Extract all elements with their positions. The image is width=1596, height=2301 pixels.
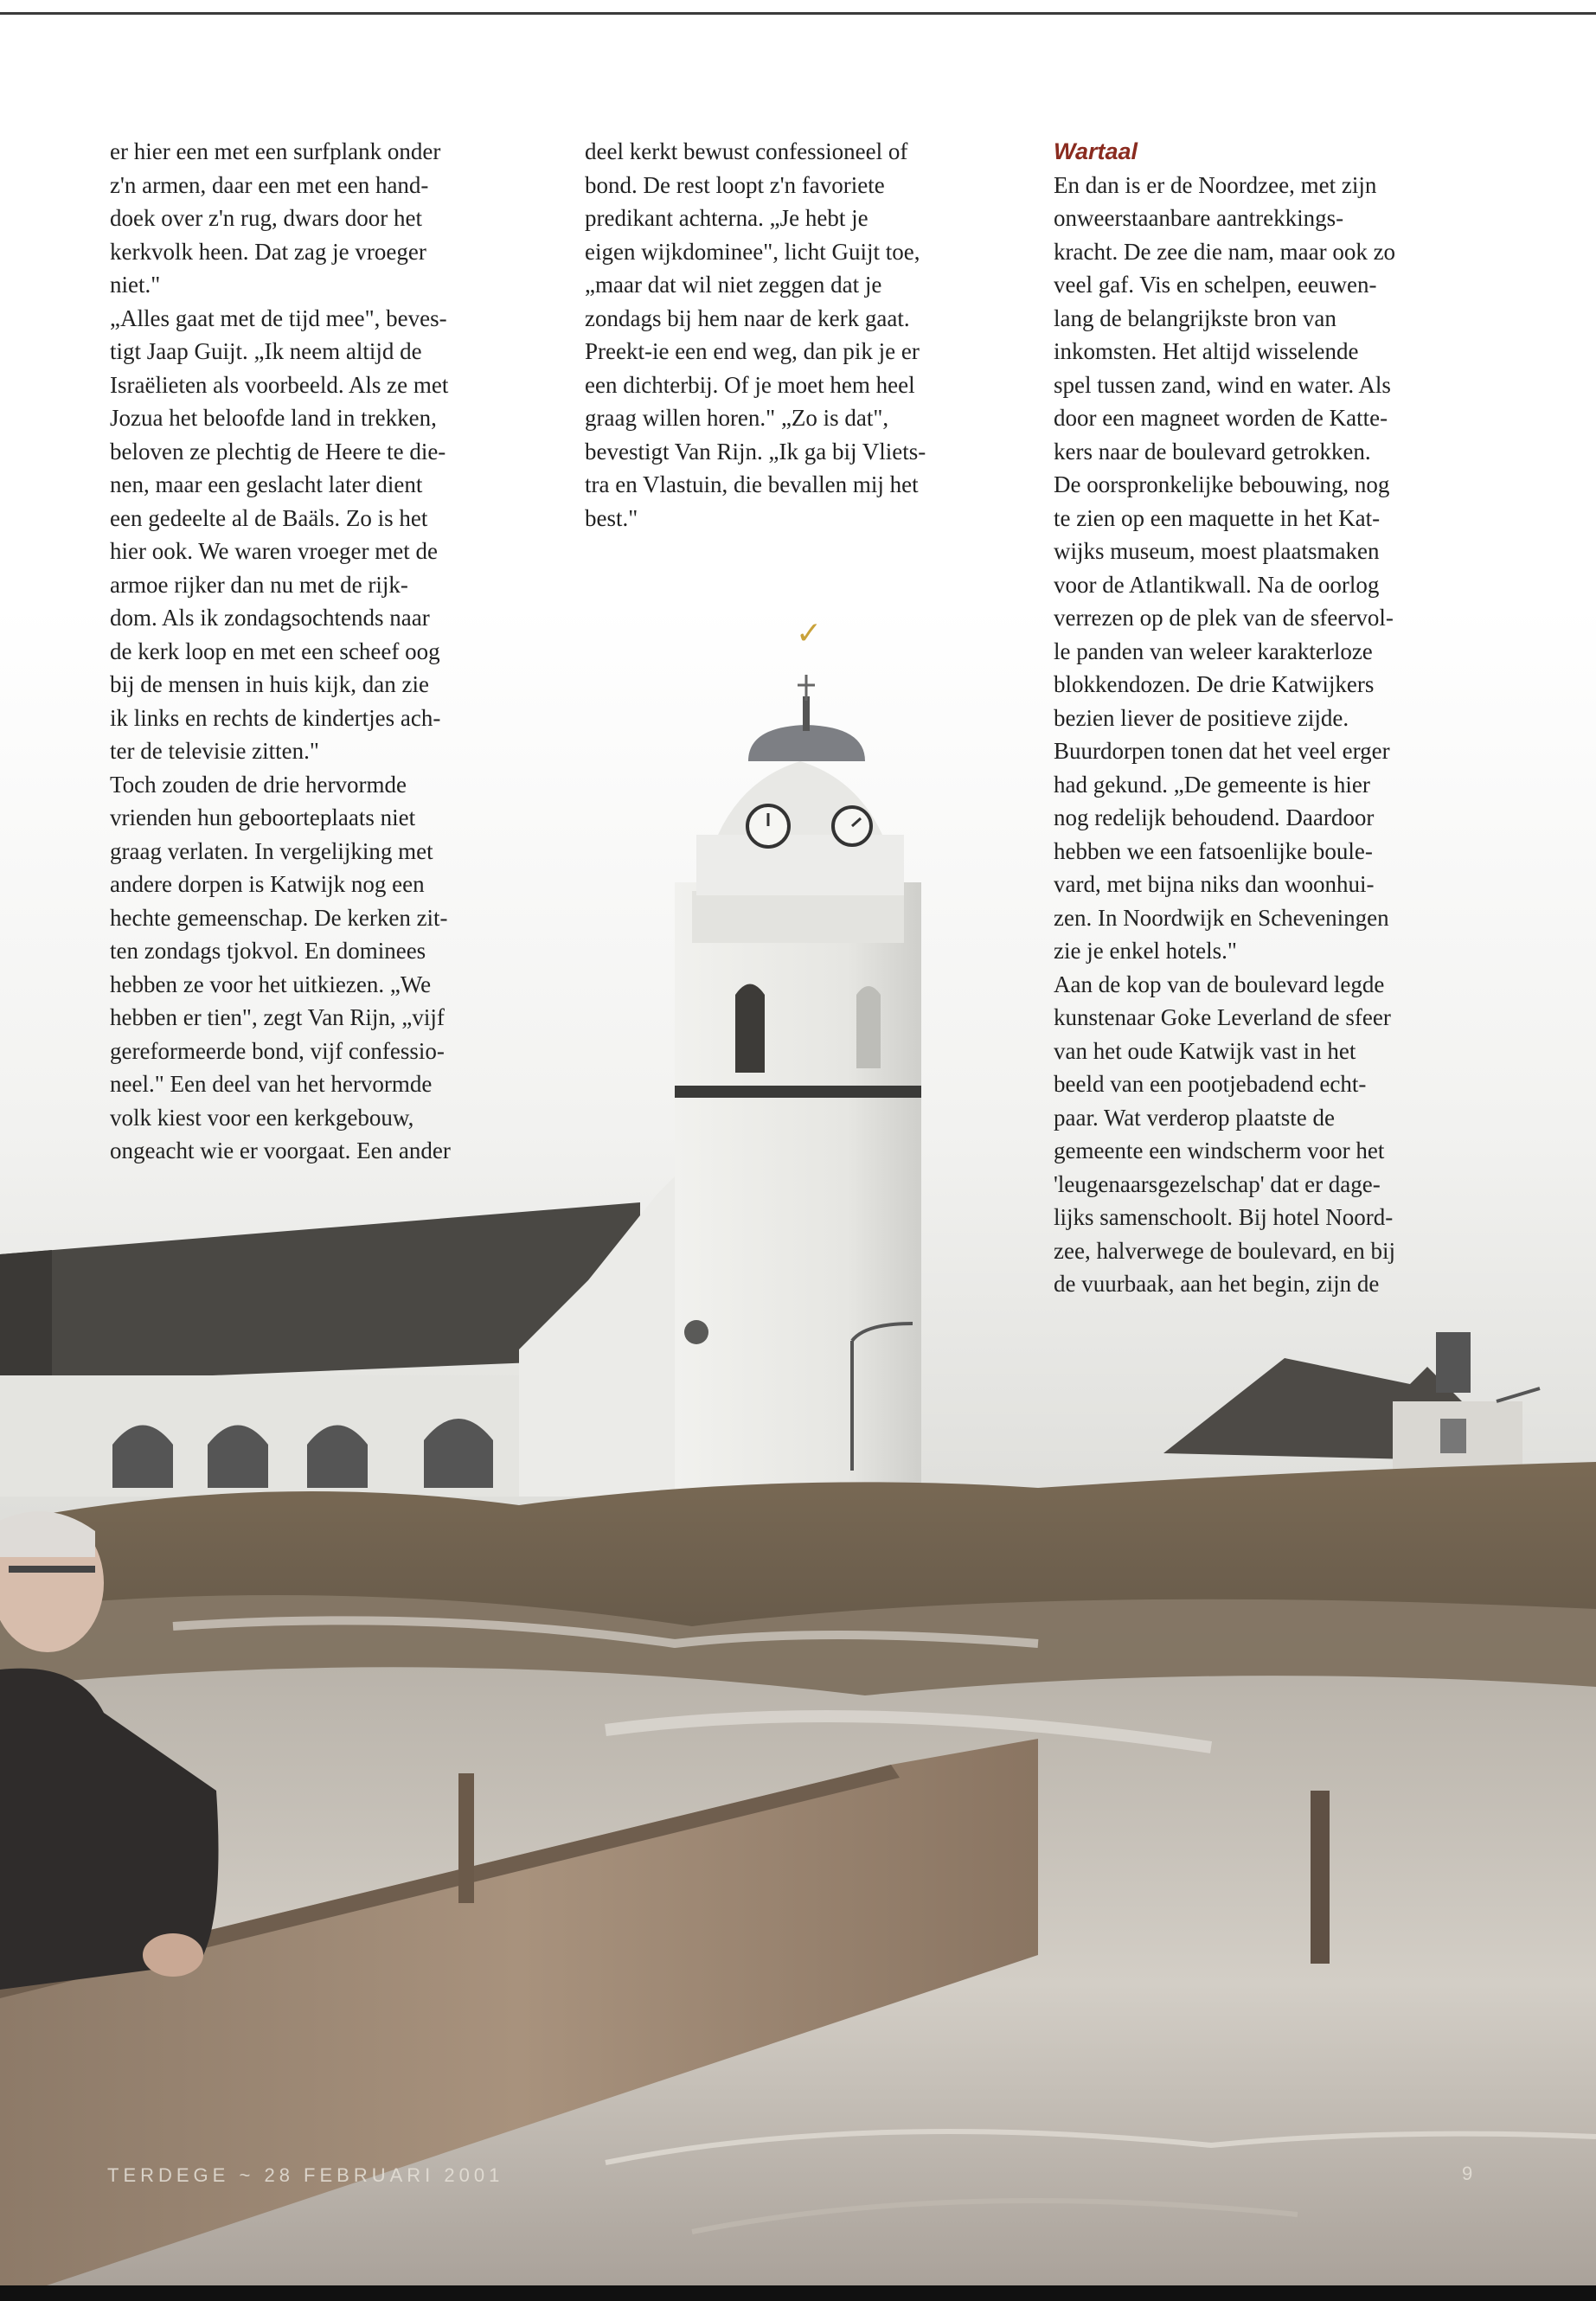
text-line: zie je enkel hotels.": [1054, 938, 1237, 964]
text-line: kracht. De zee die nam, maar ook zo: [1054, 238, 1396, 265]
footer-separator: ~: [239, 2164, 255, 2186]
text-line: hebben we een fatsoenlijke boule-: [1054, 837, 1373, 864]
top-rule: [0, 12, 1596, 15]
text-line: hier ook. We waren vroeger met de: [110, 538, 438, 564]
text-line: bezien liever de positieve zijde.: [1054, 704, 1349, 731]
text-line: ongeacht wie er voorgaat. Een ander: [110, 1138, 451, 1163]
text-line: niet.": [110, 272, 161, 298]
text-line: door een magneet worden de Katte-: [1054, 405, 1388, 431]
text-line: hebben er tien", zegt Van Rijn, „vijf: [110, 1004, 445, 1030]
text-line: tra en Vlastuin, die bevallen mij het: [585, 471, 919, 497]
text-line: voor de Atlantikwall. Na de oorlog: [1054, 571, 1380, 598]
text-line: graag verlaten. In vergelijking met: [110, 837, 433, 864]
text-line: z'n armen, daar een met een hand-: [110, 171, 429, 198]
check-mark-icon: ✓: [796, 616, 823, 651]
bottom-edge: [0, 2285, 1596, 2301]
text-line: Buurdorpen tonen dat het veel erger: [1054, 738, 1390, 764]
text-line: veel gaf. Vis en schelpen, eeuwen-: [1054, 272, 1377, 298]
text-line: bond. De rest loopt z'n favoriete: [585, 171, 885, 198]
text-line: wijks museum, moest plaatsmaken: [1054, 538, 1380, 564]
text-line: „maar dat wil niet zeggen dat je: [585, 272, 882, 298]
page-number: 9: [1462, 2163, 1473, 2184]
text-line: kers naar de boulevard getrokken.: [1054, 438, 1371, 465]
text-line: best.": [585, 504, 638, 531]
text-line: beeld van een pootjebadend echt-: [1054, 1071, 1367, 1097]
text-line: dom. Als ik zondagsochtends naar: [110, 605, 430, 631]
text-line: Israëlieten als voorbeeld. Als ze met: [110, 371, 449, 398]
text-line: andere dorpen is Katwijk nog een: [110, 871, 425, 897]
magazine-name: TERDEGE: [107, 2164, 230, 2186]
text-line: kerkvolk heen. Dat zag je vroeger: [110, 238, 426, 265]
text-line: de kerk loop en met een scheef oog: [110, 638, 440, 664]
text-line: Toch zouden de drie hervormde: [110, 771, 407, 798]
text-line: le panden van weleer karakterloze: [1054, 638, 1373, 664]
section-heading: Wartaal: [1054, 138, 1138, 164]
text-line: zondags bij hem naar de kerk gaat.: [585, 304, 910, 331]
text-line: tigt Jaap Guijt. „Ik neem altijd de: [110, 338, 422, 364]
text-line: predikant achterna. „Je hebt je: [585, 205, 869, 231]
text-line: En dan is er de Noordzee, met zijn: [1054, 171, 1377, 198]
text-line: onweerstaanbare aantrekkings-: [1054, 205, 1344, 231]
text-line: blokkendozen. De drie Katwijkers: [1054, 671, 1375, 697]
text-line: bij de mensen in huis kijk, dan zie: [110, 671, 429, 697]
text-line: nen, maar een geslacht later dient: [110, 471, 423, 497]
text-line: 'leugenaarsgezelschap' dat er dage-: [1054, 1170, 1381, 1197]
text-line: paar. Wat verderop plaatste de: [1054, 1104, 1335, 1131]
text-line: verrezen op de plek van de sfeervol-: [1054, 605, 1394, 631]
text-line: er hier een met een surfplank onder: [110, 138, 441, 164]
text-line: een gedeelte al de Baäls. Zo is het: [110, 504, 428, 531]
text-line: doek over z'n rug, dwars door het: [110, 205, 423, 231]
text-line: eigen wijkdominee", licht Guijt toe,: [585, 238, 920, 265]
text-line: vard, met bijna niks dan woonhui-: [1054, 871, 1375, 897]
text-line: van het oude Katwijk vast in het: [1054, 1037, 1356, 1064]
text-line: had gekund. „De gemeente is hier: [1054, 771, 1370, 798]
text-line: hebben ze voor het uitkiezen. „We: [110, 971, 432, 997]
issue-date: 28 FEBRUARI 2001: [264, 2164, 504, 2186]
text-line: armoe rijker dan nu met de rijk-: [110, 571, 408, 598]
text-line: hechte gemeenschap. De kerken zit-: [110, 904, 448, 931]
text-line: beloven ze plechtig de Heere te die-: [110, 438, 446, 465]
text-line: gemeente een windscherm voor het: [1054, 1138, 1385, 1163]
article-column-1: [110, 135, 534, 1168]
text-line: ter de televisie zitten.": [110, 738, 319, 764]
text-line: vrienden hun geboorteplaats niet: [110, 804, 416, 830]
text-line: kunstenaar Goke Leverland de sfeer: [1054, 1004, 1391, 1030]
text-line: nog redelijk behoudend. Daardoor: [1054, 804, 1375, 830]
text-line: bevestigt Van Rijn. „Ik ga bij Vliets-: [585, 438, 926, 465]
text-line: graag willen horen." „Zo is dat",: [585, 405, 889, 431]
text-line: neel." Een deel van het hervormde: [110, 1071, 433, 1097]
text-line: Jozua het beloofde land in trekken,: [110, 405, 437, 431]
article-column-3: [1054, 135, 1503, 1301]
text-line: de vuurbaak, aan het begin, zijn de: [1054, 1271, 1380, 1297]
text-line: deel kerkt bewust confessioneel of: [585, 138, 908, 164]
text-line: te zien op een maquette in het Kat-: [1054, 504, 1381, 531]
text-line: ik links en rechts de kindertjes ach-: [110, 704, 441, 731]
text-line: een dichterbij. Of je moet hem heel: [585, 371, 915, 398]
text-line: inkomsten. Het altijd wisselende: [1054, 338, 1359, 364]
text-line: lang de belangrijkste bron van: [1054, 304, 1336, 331]
footer-folio: [107, 2164, 503, 2187]
article-column-2: [585, 135, 1017, 535]
text-line: zee, halverwege de boulevard, en bij: [1054, 1237, 1396, 1264]
text-line: lijks samenschoolt. Bij hotel Noord-: [1054, 1204, 1394, 1230]
text-line: „Alles gaat met de tijd mee", beves-: [110, 304, 447, 331]
text-line: volk kiest voor een kerkgebouw,: [110, 1104, 414, 1131]
text-line: Preekt-ie een end weg, dan pik je er: [585, 338, 920, 364]
text-line: ten zondags tjokvol. En dominees: [110, 938, 426, 964]
text-line: spel tussen zand, wind en water. Als: [1054, 371, 1391, 398]
text-line: De oorspronkelijke bebouwing, nog: [1054, 471, 1390, 497]
text-line: Aan de kop van de boulevard legde: [1054, 971, 1385, 997]
text-line: gereformeerde bond, vijf confessio-: [110, 1037, 445, 1064]
text-line: zen. In Noordwijk en Scheveningen: [1054, 904, 1389, 931]
